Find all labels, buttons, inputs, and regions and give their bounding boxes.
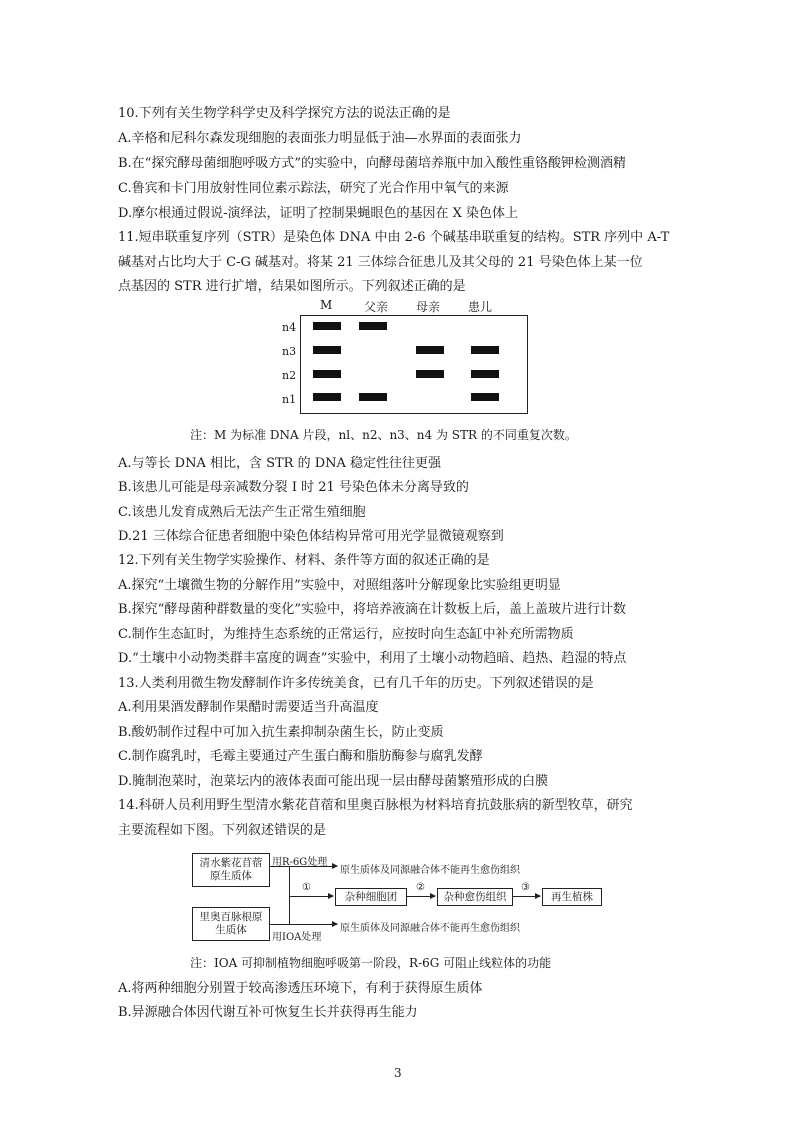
flow-result-bottom: 原生质体及同源融合体不能再生愈伤组织 bbox=[340, 923, 520, 934]
q12-stem: 12.下列有关生物学实验操作、材料、条件等方面的叙述正确的是 bbox=[118, 553, 490, 568]
q11-option-a: A.与等长 DNA 相比，含 STR 的 DNA 稳定性往往更强 bbox=[118, 456, 442, 471]
q14-stem-line1: 14.科研人员利用野生型清水紫花苜蓿和里奥百脉根为材料培育抗鼓胀病的新型牧草，研究 bbox=[118, 798, 633, 813]
q11-option-c: C.该患儿发育成熟后无法产生正常生殖细胞 bbox=[118, 505, 366, 520]
gel-lane-label-m: M bbox=[320, 298, 333, 312]
flow-arrow bbox=[407, 896, 435, 897]
gel-row-label-n2: n2 bbox=[282, 369, 297, 382]
gel-lane-label-mother: 母亲 bbox=[416, 300, 441, 314]
flow-step-3: ③ bbox=[521, 882, 530, 893]
q14-figure-note: 注：IOA 可抑制植物细胞呼吸第一阶段，R-6G 可阻止线粒体的功能 bbox=[190, 956, 552, 970]
gel-band-patient-n1 bbox=[471, 393, 499, 401]
q11-option-d: D.21 三体综合征患者细胞中染色体结构异常可用光学显微镜观察到 bbox=[118, 529, 504, 544]
gel-lane-label-father: 父亲 bbox=[364, 300, 389, 314]
flow-result-top: 原生质体及同源融合体不能再生愈伤组织 bbox=[340, 865, 520, 876]
gel-row-label-n4: n4 bbox=[282, 321, 297, 334]
q13-stem: 13.人类利用微生物发酵制作许多传统美食，已有几千年的历史。下列叙述错误的是 bbox=[118, 676, 594, 691]
q13-option-c: C.制作腐乳时，毛霉主要通过产生蛋白酶和脂肪酶参与腐乳发酵 bbox=[118, 749, 483, 764]
q14-stem-line2: 主要流程如下图。下列叙述错误的是 bbox=[118, 823, 327, 838]
gel-band-m-n4 bbox=[313, 322, 341, 330]
q12-option-b: B.探究“酵母菌种群数量的变化”实验中，将培养液滴在计数板上后，盖上盖玻片进行计数 bbox=[118, 602, 626, 617]
gel-band-father-n4 bbox=[359, 322, 387, 330]
q14-option-a: A.将两种细胞分别置于较高渗透压环境下，有利于获得原生质体 bbox=[118, 981, 483, 996]
q11-option-b: B.该患儿可能是母亲减数分裂 I 时 21 号染色体未分离导致的 bbox=[118, 480, 469, 495]
flow-box-hybrid-cell-mass: 杂种细胞团 bbox=[335, 888, 407, 906]
flow-connector bbox=[270, 924, 289, 925]
flow-arrow bbox=[289, 896, 333, 897]
flow-label-ioa: 用IOA处理 bbox=[272, 932, 322, 943]
q13-option-d: D.腌制泡菜时，泡菜坛内的液体表面可能出现一层由酵母菌繁殖形成的白膜 bbox=[118, 774, 549, 789]
q10-option-d: D.摩尔根通过假说-演绎法，证明了控制果蝇眼色的基因在 X 染色体上 bbox=[118, 206, 519, 221]
flow-box-lotus-protoplast: 里奥百脉根原生质体 bbox=[192, 907, 270, 941]
flow-box-hybrid-callus: 杂种愈伤组织 bbox=[437, 888, 513, 906]
gel-band-father-n1 bbox=[359, 393, 387, 401]
q11-stem-line2: 碱基对占比均大于 C-G 碱基对。将某 21 三体综合征患儿及其父母的 21 号染色体上某一位 bbox=[118, 255, 643, 270]
flow-box-alfalfa-protoplast: 清水紫花苜蓿原生质体 bbox=[192, 853, 270, 887]
flow-box-regenerated-plant: 再生植株 bbox=[542, 888, 602, 906]
gel-band-m-n3 bbox=[313, 346, 341, 354]
q13-option-b: B.酸奶制作过程中可加入抗生素抑制杂菌生长，防止变质 bbox=[118, 725, 444, 740]
q14-option-b: B.异源融合体因代谢互补可恢复生长并获得再生能力 bbox=[118, 1005, 418, 1020]
gel-band-mother-n3 bbox=[416, 346, 444, 354]
q11-stem-line1: 11.短串联重复序列（STR）是染色体 DNA 中由 2-6 个碱基串联重复的结构。STR 序列中 A-T bbox=[118, 230, 670, 245]
flow-step-2: ② bbox=[416, 882, 425, 893]
page-number: 3 bbox=[394, 1066, 402, 1080]
q12-option-d: D.“土壤中小动物类群丰富度的调查”实验中，利用了土壤小动物趋暗、趋热、趋湿的特点 bbox=[118, 651, 627, 666]
q13-option-a: A.利用果酒发酵制作果醋时需要适当升高温度 bbox=[118, 700, 379, 715]
gel-band-m-n2 bbox=[313, 370, 341, 378]
gel-band-patient-n3 bbox=[471, 346, 499, 354]
flow-arrow bbox=[289, 924, 337, 925]
gel-row-label-n3: n3 bbox=[282, 345, 297, 358]
flow-connector bbox=[270, 866, 289, 867]
q10-option-c: C.鲁宾和卡门用放射性同位素示踪法，研究了光合作用中氧气的来源 bbox=[118, 181, 509, 196]
q10-option-b: B.在“探究酵母菌细胞呼吸方式”的实验中，向酵母菌培养瓶中加入酸性重铬酸钾检测酒精 bbox=[118, 156, 626, 171]
gel-band-patient-n2 bbox=[471, 370, 499, 378]
q12-option-c: C.制作生态缸时，为维持生态系统的正常运行，应按时向生态缸中补充所需物质 bbox=[118, 627, 574, 642]
gel-row-label-n1: n1 bbox=[282, 393, 297, 406]
q10-option-a: A.辛格和尼科尔森发现细胞的表面张力明显低于油—水界面的表面张力 bbox=[118, 131, 522, 146]
flow-arrow bbox=[289, 866, 337, 867]
flow-connector bbox=[289, 866, 290, 924]
q11-figure-note: 注：M 为标准 DNA 片段，nl、n2、n3、n4 为 STR 的不同重复次数。 bbox=[190, 428, 577, 442]
q11-stem-line3: 点基因的 STR 进行扩增，结果如图所示。下列叙述正确的是 bbox=[118, 279, 466, 294]
q10-stem: 10.下列有关生物学科学史及科学探究方法的说法正确的是 bbox=[118, 106, 451, 121]
flow-label-r6g: 用R-6G处理 bbox=[272, 857, 328, 868]
gel-band-m-n1 bbox=[313, 393, 341, 401]
flow-arrow bbox=[513, 896, 540, 897]
gel-band-mother-n2 bbox=[416, 370, 444, 378]
flow-step-1: ① bbox=[302, 882, 311, 893]
q12-option-a: A.探究“土壤微生物的分解作用”实验中，对照组落叶分解现象比实验组更明显 bbox=[118, 578, 561, 593]
gel-lane-label-patient: 患儿 bbox=[468, 300, 493, 314]
